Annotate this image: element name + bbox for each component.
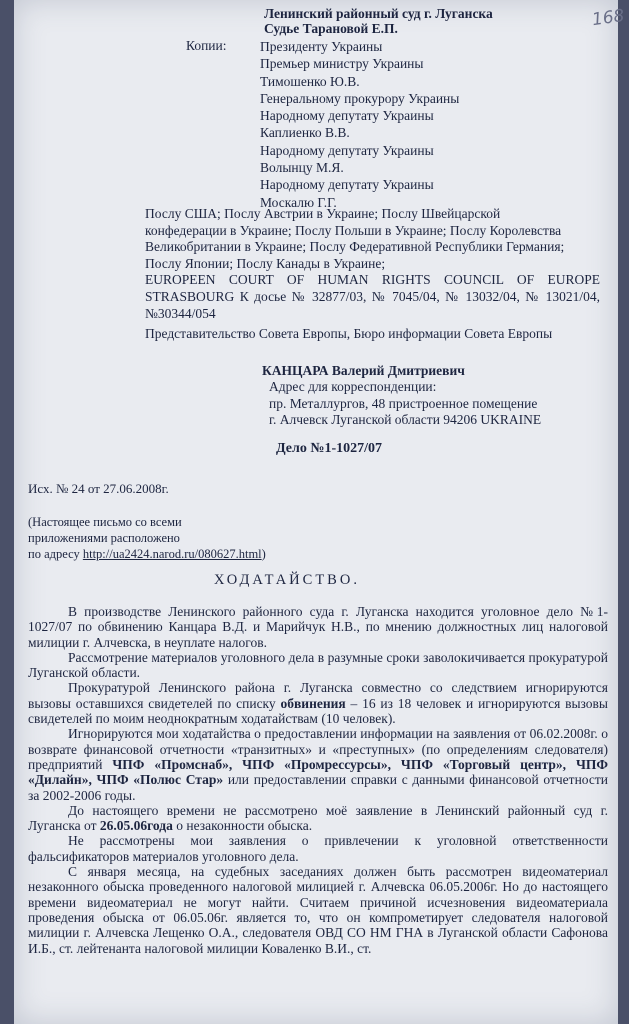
note-suffix: )	[261, 547, 266, 561]
paragraph-text: До настоящего времени не рассмотрено моё заявление в Ленинский районный суд г. Луганска от	[28, 802, 608, 834]
paragraph: Рассмотрение материалов уголовного дела в разумные сроки заволокичивается прокуратурой Луганской области.	[28, 649, 608, 681]
paragraph-text: или предоставлении справки с данными финансовой отчетности за 2002-2006 годы.	[28, 772, 609, 803]
outgoing-reference: Исх. № 24 от 27.06.2008г.	[28, 481, 169, 496]
paragraph-bold: 26.05.06года	[99, 818, 173, 834]
handwritten-page-number: 168	[590, 5, 626, 31]
echr-line: №30344/054	[145, 305, 216, 321]
paragraph	[28, 680, 608, 726]
sender-address-line: г. Алчевск Луганской области 94206 UKRAINE	[269, 412, 542, 428]
echr-line: EUROPEEN COURT OF HUMAN RIGHTS COUNCIL OF EUROPE	[145, 272, 600, 288]
ambassadors-line: Послу США; Послу Австрии в Украине; Послу Швейцарской	[145, 206, 501, 221]
document-page	[14, 0, 626, 1024]
note-line: (Настоящее письмо со всеми	[28, 515, 182, 529]
ambassadors-line: Великобритании в Украине; Послу Федеративной Республики Германия;	[145, 239, 565, 255]
paragraph-text: – 16 из 18 человек и игнорируются вызовы свидетелей по моим неоднократным ходатайствам (10 человек).	[28, 695, 608, 727]
copies-label: Копии:	[186, 38, 227, 53]
petition-body	[28, 604, 608, 956]
copy-recipient: Тимошенко Ю.В.	[260, 73, 360, 89]
case-number: Дело №1-1027/07	[276, 441, 382, 456]
paragraph-text: Прокуратурой Ленинского района г. Луганска совместно со следствием игнорируются вызовы оставшихся свидетелей по списку	[28, 680, 608, 711]
note-line: приложениями расположено	[28, 531, 180, 545]
paragraph: Не рассмотрены мои заявления о привлечении к уголовной ответственности фальсификаторов материалов уголовного дела.	[28, 833, 608, 864]
sender-address	[269, 379, 541, 429]
copy-recipient: Волынцу М.Я.	[260, 160, 344, 176]
ambassadors-line: Послу Японии; Послу Канады в Украине;	[145, 255, 386, 271]
paragraph-bold: обвинения	[280, 695, 346, 711]
sender-name: КАНЦАРА Валерий Дмитриевич	[262, 363, 465, 378]
court-name: Ленинский районный суд г. Луганска	[264, 6, 493, 21]
addressee-header	[264, 6, 493, 36]
copy-recipient: Президенту Украины	[260, 39, 383, 54]
paragraph: С января месяца, на судебных заседаниях должен быть рассмотрен видеоматериал незаконного обыска проведенного налоговой милицией г. Алчевска 06.05.2006г. Но до настоящего времени видеоматериал не могут найти. Считаем причиной исчезновения видеоматериала проведения обыска от 06.05.06г. является то, что он компрометирует следователя налоговой милиции г. Алчевска Лещенко О.А., следователя ОВД СО НМ ГНА в Луганской области Сафонова И.Б., ст. лейтенанта налоговой милиции Коваленко В.И., ст.	[28, 864, 608, 956]
note-line	[28, 546, 266, 562]
copy-recipient: Народному депутату Украины	[260, 142, 434, 158]
paragraph	[28, 803, 608, 834]
echr-line: STRASBOURG К досье № 32877/03, № 7045/04, № 13032/04, № 13021/04,	[145, 288, 600, 304]
copy-recipient: Премьер министру Украины	[260, 56, 424, 72]
paragraph: В производстве Ленинского районного суда г. Луганска находится уголовное дело №1-1027/07 по обвинению Канцара В.Д. и Марийчук Н.В., по мнению должностных лиц налоговой милиции г. Алчевска, в неуплате налогов.	[28, 604, 608, 650]
copy-recipient: Народному депутату Украины	[260, 108, 434, 124]
ambassadors-line: конфедерации в Украине; Послу Польши в Украине; Послу Королевства	[145, 222, 562, 238]
sender-address-line: Адрес для корреспонденции:	[269, 379, 437, 394]
copy-recipient: Москалю Г.Г.	[260, 194, 337, 210]
paragraph	[28, 726, 608, 802]
availability-note	[28, 514, 266, 562]
document-link[interactable]: http://ua2424.narod.ru/080627.html	[82, 547, 262, 561]
paragraph-text: Игнорируются мои ходатайства о предоставлении информации на заявления от 06.02.2008г. о возврате финансовой отчетности «транзитных» и «преступных» (по определениям следователя) предприятий	[28, 726, 608, 772]
document-title: ХОДАТАЙСТВО.	[214, 572, 360, 588]
copy-recipient: Генеральному прокурору Украины	[260, 90, 460, 106]
judge-name: Судье Тарановой Е.П.	[264, 21, 398, 36]
note-prefix: по адресу	[28, 547, 83, 561]
council-office: Представительство Совета Европы, Бюро информации Совета Европы	[145, 326, 553, 342]
copies-list	[260, 38, 459, 211]
sender-address-line: пр. Металлургов, 48 пристроенное помещение	[269, 395, 538, 411]
copy-recipient: Каплиенко В.В.	[260, 125, 350, 141]
paragraph-text: о незаконности обыска.	[172, 818, 313, 834]
copy-recipient: Народному депутату Украины	[260, 177, 434, 193]
ambassadors-block	[145, 206, 600, 343]
paragraph-bold: ЧПФ «Промснаб», ЧПФ «Промрессурсы», ЧПФ «Торговый центр», ЧПФ «Дилайн», ЧПФ «Полюс Стар»	[28, 756, 609, 788]
